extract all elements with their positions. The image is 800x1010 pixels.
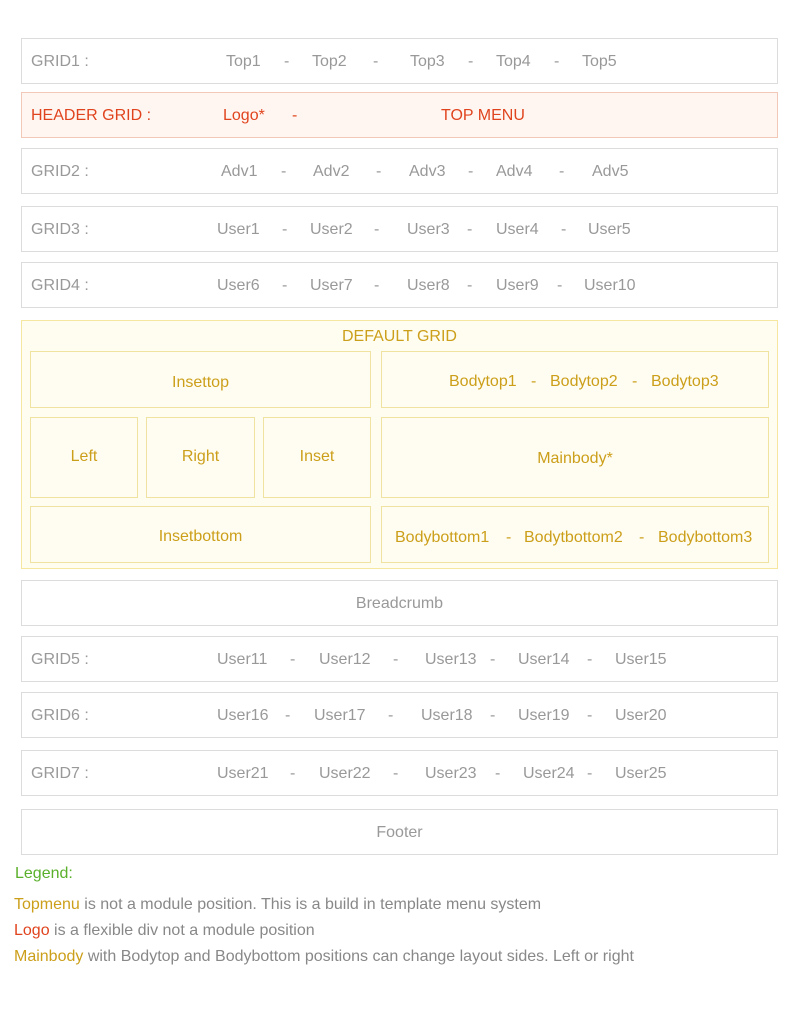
- mainbody-label: Mainbody*: [537, 450, 613, 467]
- grid5-item: User13: [425, 651, 477, 668]
- separator: -: [284, 53, 290, 70]
- grid1-item: Top3: [410, 53, 445, 70]
- grid1-label: GRID1 :: [31, 53, 89, 70]
- grid6-item: User20: [615, 707, 667, 724]
- bodytop3-label: Bodytop3: [651, 373, 719, 390]
- footer-label: Footer: [376, 824, 423, 841]
- legend-text-logo: is a flexible div not a module position: [49, 922, 315, 939]
- separator: -: [373, 53, 379, 70]
- bodybottom-box: [381, 506, 769, 563]
- legend-line-topmenu: [14, 896, 541, 914]
- bodybottom2-label: Bodytbottom2: [524, 529, 623, 546]
- breadcrumb-label: Breadcrumb: [355, 595, 444, 612]
- separator: -: [290, 651, 296, 668]
- default-grid-title: DEFAULT GRID: [342, 328, 457, 345]
- grid3-label: GRID3 :: [31, 221, 89, 238]
- separator: -: [561, 221, 567, 238]
- right-box: [146, 417, 255, 498]
- legend-title: Legend:: [15, 865, 73, 882]
- grid3-row: [21, 206, 778, 252]
- grid6-item: User17: [314, 707, 366, 724]
- inset-label: Inset: [299, 448, 335, 465]
- grid6-item: User18: [421, 707, 473, 724]
- grid2-label: GRID2 :: [31, 163, 89, 180]
- header-grid-row: [21, 92, 778, 138]
- separator: -: [490, 651, 496, 668]
- legend-key-topmenu: Topmenu: [14, 896, 80, 913]
- grid1-item: Top4: [496, 53, 531, 70]
- legend-key-logo: Logo: [14, 922, 50, 939]
- insetbottom-label: Insetbottom: [158, 528, 243, 545]
- separator: -: [587, 707, 593, 724]
- grid1-item: Top2: [312, 53, 347, 70]
- separator: -: [376, 163, 382, 180]
- grid6-item: User19: [518, 707, 570, 724]
- grid5-item: User14: [518, 651, 570, 668]
- separator: -: [587, 651, 593, 668]
- grid7-label: GRID7 :: [31, 765, 89, 782]
- grid3-item: User2: [310, 221, 353, 238]
- legend-text-topmenu: is not a module position. This is a build in template menu system: [79, 896, 542, 913]
- grid5-row: [21, 636, 778, 682]
- grid2-item: Adv5: [592, 163, 629, 180]
- separator: -: [374, 221, 380, 238]
- grid4-label: GRID4 :: [31, 277, 89, 294]
- bodybottom1-label: Bodybottom1: [395, 529, 490, 546]
- separator: -: [531, 373, 537, 390]
- legend-text-mainbody: with Bodytop and Bodybottom positions can change layout sides. Left or right: [83, 948, 634, 965]
- grid6-row: [21, 692, 778, 738]
- logo-position: Logo*: [223, 107, 265, 124]
- separator: -: [290, 765, 296, 782]
- insettop-box: [30, 351, 371, 408]
- grid5-label: GRID5 :: [31, 651, 89, 668]
- mainbody-box: [381, 417, 769, 498]
- separator: -: [374, 277, 380, 294]
- grid2-item: Adv4: [496, 163, 533, 180]
- separator: -: [559, 163, 565, 180]
- bodytop-box: [381, 351, 769, 408]
- insetbottom-box: [30, 506, 371, 563]
- left-box: [30, 417, 138, 498]
- bodytop2-label: Bodytop2: [550, 373, 618, 390]
- separator: -: [467, 277, 473, 294]
- separator: -: [632, 373, 638, 390]
- grid6-label: GRID6 :: [31, 707, 89, 724]
- bodybottom3-label: Bodybottom3: [658, 529, 753, 546]
- breadcrumb-row: [21, 580, 778, 626]
- separator: -: [393, 651, 399, 668]
- grid5-item: User15: [615, 651, 667, 668]
- grid4-item: User9: [496, 277, 539, 294]
- separator: -: [554, 53, 560, 70]
- insettop-label: Insettop: [172, 374, 229, 391]
- separator: -: [281, 163, 287, 180]
- grid2-item: Adv2: [313, 163, 350, 180]
- grid4-item: User8: [407, 277, 450, 294]
- grid2-item: Adv3: [409, 163, 446, 180]
- grid7-item: User24: [523, 765, 575, 782]
- top-menu-position: TOP MENU: [441, 107, 525, 124]
- grid5-item: User11: [217, 651, 268, 668]
- separator: -: [388, 707, 394, 724]
- separator: -: [468, 53, 474, 70]
- grid4-item: User7: [310, 277, 353, 294]
- separator: -: [468, 163, 474, 180]
- grid6-item: User16: [217, 707, 269, 724]
- inset-box: [263, 417, 371, 498]
- separator: -: [282, 221, 288, 238]
- grid4-row: [21, 262, 778, 308]
- separator: -: [282, 277, 288, 294]
- grid2-row: [21, 148, 778, 194]
- grid7-item: User21: [217, 765, 269, 782]
- separator: -: [557, 277, 563, 294]
- grid4-item: User10: [584, 277, 636, 294]
- left-label: Left: [70, 448, 98, 465]
- bodytop1-label: Bodytop1: [449, 373, 517, 390]
- grid3-item: User4: [496, 221, 539, 238]
- grid1-row: [21, 38, 778, 84]
- footer-row: [21, 809, 778, 855]
- separator: -: [506, 529, 512, 546]
- separator: -: [292, 107, 298, 124]
- grid1-item: Top1: [226, 53, 261, 70]
- separator: -: [467, 221, 473, 238]
- grid3-item: User3: [407, 221, 450, 238]
- grid7-item: User23: [425, 765, 477, 782]
- header-grid-label: HEADER GRID :: [31, 107, 152, 124]
- grid7-item: User22: [319, 765, 371, 782]
- legend-key-mainbody: Mainbody: [14, 948, 84, 965]
- separator: -: [587, 765, 593, 782]
- grid4-item: User6: [217, 277, 260, 294]
- grid2-item: Adv1: [221, 163, 258, 180]
- grid3-item: User5: [588, 221, 631, 238]
- right-label: Right: [181, 448, 220, 465]
- grid5-item: User12: [319, 651, 371, 668]
- grid1-item: Top5: [582, 53, 617, 70]
- legend-line-logo: [14, 922, 315, 940]
- legend-line-mainbody: [14, 948, 634, 966]
- separator: -: [639, 529, 645, 546]
- grid3-item: User1: [217, 221, 260, 238]
- separator: -: [393, 765, 399, 782]
- separator: -: [495, 765, 501, 782]
- grid7-row: [21, 750, 778, 796]
- grid7-item: User25: [615, 765, 667, 782]
- separator: -: [490, 707, 496, 724]
- separator: -: [285, 707, 291, 724]
